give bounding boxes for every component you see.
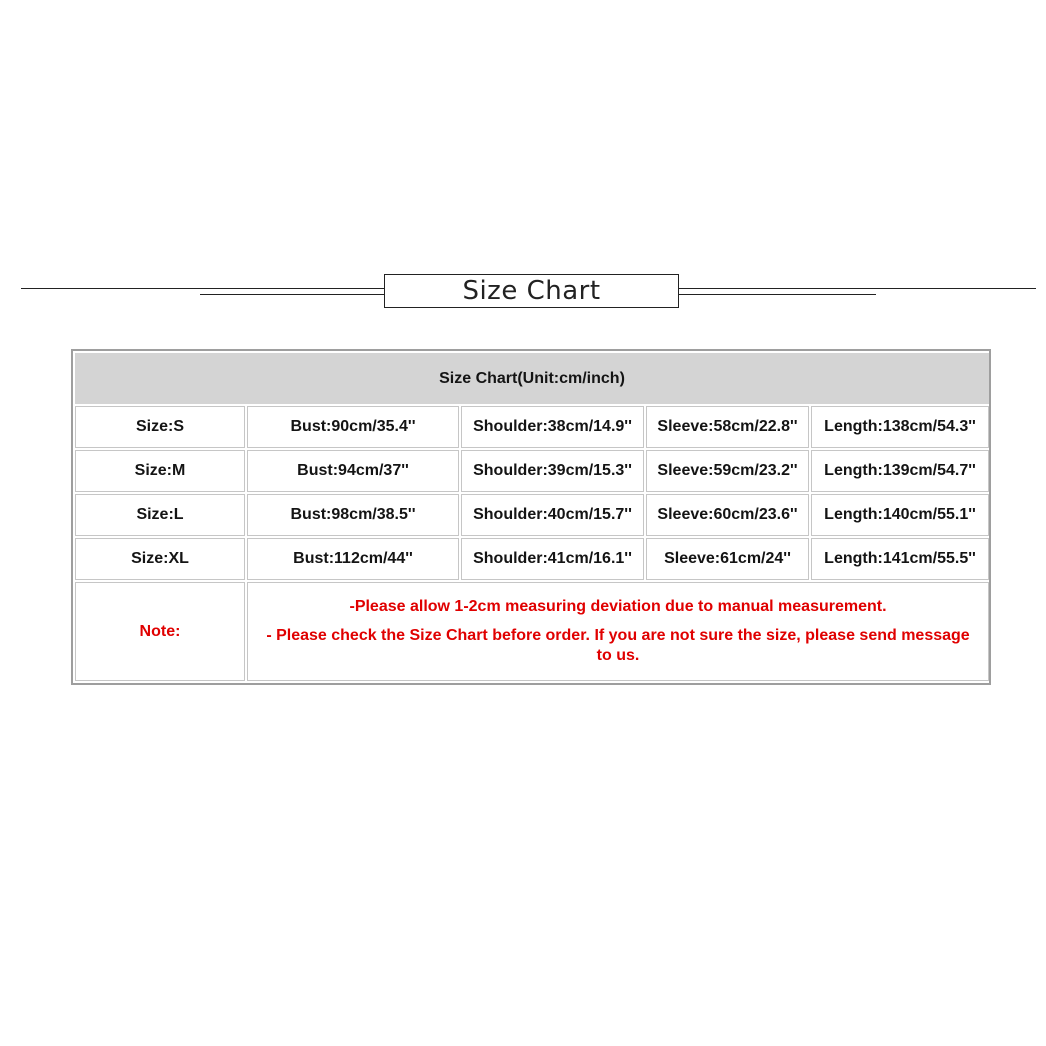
table-row bbox=[75, 406, 989, 448]
shoulder-cell: Shoulder:38cm/14.9'' bbox=[461, 406, 644, 448]
size-chart-table-container bbox=[71, 349, 991, 685]
length-cell: Length:138cm/54.3'' bbox=[811, 406, 989, 448]
table-header: Size Chart(Unit:cm/inch) bbox=[75, 353, 989, 404]
size-cell: Size:XL bbox=[75, 538, 245, 580]
shoulder-cell: Shoulder:41cm/16.1'' bbox=[461, 538, 644, 580]
heading-rule-right-inner bbox=[679, 294, 876, 295]
size-chart-title-box bbox=[384, 274, 679, 308]
table-header-row bbox=[75, 353, 989, 404]
sleeve-cell: Sleeve:59cm/23.2'' bbox=[646, 450, 809, 492]
sleeve-cell: Sleeve:60cm/23.6'' bbox=[646, 494, 809, 536]
size-cell: Size:S bbox=[75, 406, 245, 448]
note-line-measurement: -Please allow 1-2cm measuring deviation due to manual measurement. bbox=[349, 598, 887, 616]
table-row bbox=[75, 538, 989, 580]
size-chart-table bbox=[73, 351, 991, 683]
page-title: Size Chart bbox=[462, 276, 601, 306]
note-text bbox=[247, 582, 989, 681]
shoulder-cell: Shoulder:40cm/15.7'' bbox=[461, 494, 644, 536]
title-box-tick-right bbox=[678, 274, 679, 280]
sleeve-cell: Sleeve:58cm/22.8'' bbox=[646, 406, 809, 448]
bust-cell: Bust:90cm/35.4'' bbox=[247, 406, 459, 448]
note-line-check-chart: - Please check the Size Chart before order. If you are not sure the size, please send message to us. bbox=[266, 627, 970, 665]
length-cell: Length:141cm/55.5'' bbox=[811, 538, 989, 580]
size-cell: Size:L bbox=[75, 494, 245, 536]
heading-rule-left-outer bbox=[21, 288, 384, 289]
length-cell: Length:139cm/54.7'' bbox=[811, 450, 989, 492]
note-row bbox=[75, 582, 989, 681]
table-row bbox=[75, 450, 989, 492]
note-label: Note: bbox=[75, 582, 245, 681]
bust-cell: Bust:112cm/44'' bbox=[247, 538, 459, 580]
heading-rule-right-outer bbox=[679, 288, 1036, 289]
length-cell: Length:140cm/55.1'' bbox=[811, 494, 989, 536]
table-row bbox=[75, 494, 989, 536]
bust-cell: Bust:98cm/38.5'' bbox=[247, 494, 459, 536]
heading-rule-left-inner bbox=[200, 294, 384, 295]
sleeve-cell: Sleeve:61cm/24'' bbox=[646, 538, 809, 580]
size-cell: Size:M bbox=[75, 450, 245, 492]
title-box-tick-left bbox=[384, 302, 385, 308]
shoulder-cell: Shoulder:39cm/15.3'' bbox=[461, 450, 644, 492]
bust-cell: Bust:94cm/37'' bbox=[247, 450, 459, 492]
